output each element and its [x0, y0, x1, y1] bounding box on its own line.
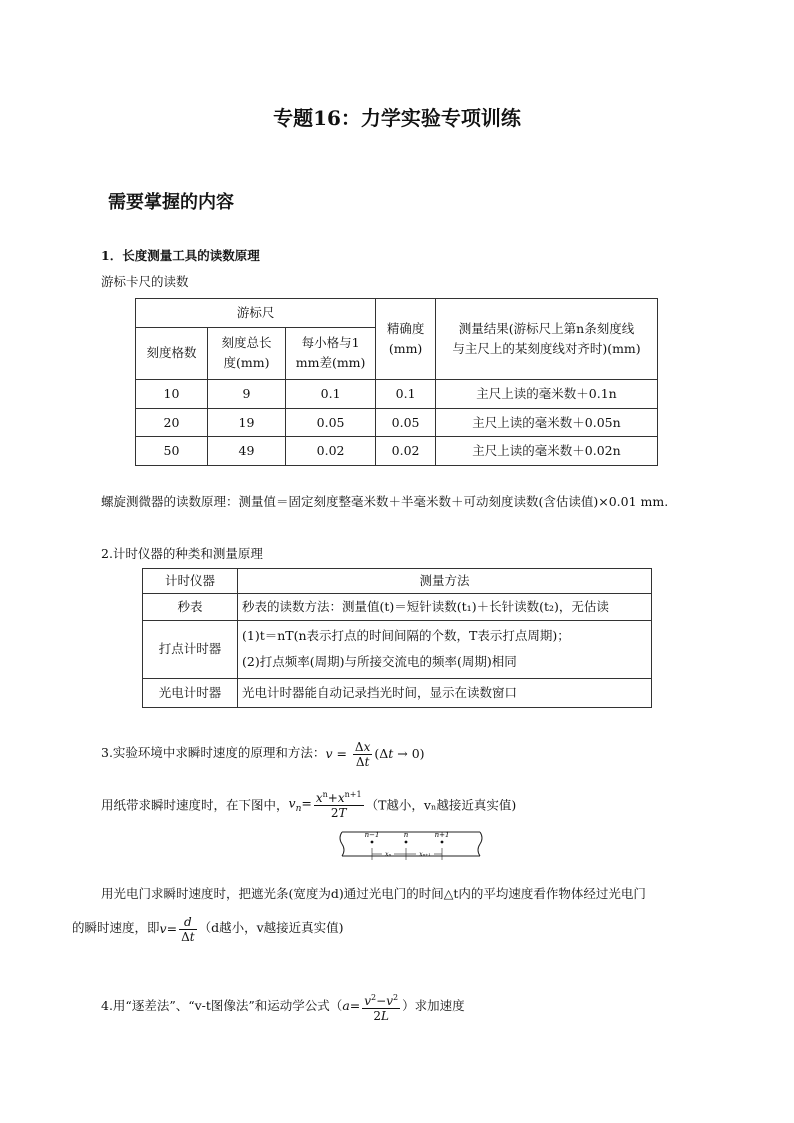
tape-label-n-minus-1: n−1 — [364, 831, 380, 839]
table-row: 打点计时器 (1)t＝nT(n表示打点的时间间隔的个数，T表示打点周期)； (2)打点频率(周期)与所接交流电的频率(周期)相同 — [143, 620, 652, 678]
col-diff-header: 每小格与1 mm差(mm) — [285, 327, 375, 380]
col-result-header: 测量结果(游标尺上第n条刻度线 与主尺上的某刻度线对齐时)(mm) — [435, 299, 657, 380]
col-total-length-header: 刻度总长 度(mm) — [207, 327, 285, 380]
timer-table — [142, 568, 652, 708]
timer-col-header: 计时仪器 — [143, 569, 238, 594]
col-scale-count-header: 刻度格数 — [136, 327, 208, 380]
s3-line3: 用光电门求瞬时速度时，把遮光条(宽度为d)通过光电门的时间△t内的平均速度看作物体经过光电门 — [101, 886, 646, 901]
vernier-table — [135, 298, 658, 466]
paper-tape-diagram — [334, 826, 486, 868]
table-row: 光电计时器 光电计时器能自动记录挡光时间，显示在读数窗口 — [143, 678, 652, 707]
tape-label-xn1: xₙ₊₁ — [419, 851, 431, 858]
s3-line4: 的瞬时速度，即v= $\frac{d}{\Delta t}$ （d越小，v越接近真实值) — [72, 914, 344, 944]
page-title: 专题16：力学实验专项训练 — [273, 106, 521, 130]
col-precision-header: 精确度 (mm) — [376, 299, 436, 380]
table-row: 20 19 0.05 0.05 主尺上读的毫米数＋0.05n — [136, 408, 658, 437]
table-row: 10 9 0.1 0.1 主尺上读的毫米数＋0.1n — [136, 380, 658, 409]
section-heading: 需要掌握的内容 — [108, 192, 234, 213]
acceleration-fraction: $\frac{v^2-v^2}{2L}$ — [364, 992, 399, 1023]
table-row: 秒表 秒表的读数方法：测量值(t)＝短针读数(t₁)＋长针读数(t₂)，无估读 — [143, 593, 652, 620]
method-col-header: 测量方法 — [238, 569, 652, 594]
photogate-velocity-fraction: $\frac{d}{\Delta t}$ — [181, 914, 195, 944]
s4-line: 4.用“逐差法”、“v-t图像法”和运动学公式（a= $\frac{v^2-v^2}{2L}$ ）求加速度 — [101, 992, 465, 1023]
micrometer-principle: 螺旋测微器的读数原理：测量值＝固定刻度整毫米数＋半毫米数＋可动刻度读数(含估读值)×0.01 mm. — [101, 494, 669, 509]
tape-velocity-fraction: $\frac{x^n+x^{n+1}}{2T}$ — [315, 790, 362, 820]
tape-label-xn: xₙ — [385, 851, 391, 858]
s1-subheading: 游标卡尺的读数 — [101, 274, 189, 289]
s1-heading: 1．长度测量工具的读数原理 — [101, 248, 260, 263]
vernier-group-header: 游标尺 — [136, 299, 376, 328]
tape-label-n: n — [403, 831, 409, 839]
s3-line1: 3.实验环境中求瞬时速度的原理和方法：v = $\frac{\Delta x}{\Delta t}$ (Δt → 0) — [101, 739, 425, 769]
table-row: 50 49 0.02 0.02 主尺上读的毫米数＋0.02n — [136, 437, 658, 466]
s3-line2: 用纸带求瞬时速度时，在下图中，$v_n=$ $\frac{x^n+x^{n+1}}{2T}$ （T越小，vₙ越接近真实值) — [101, 790, 517, 820]
tape-label-n-plus-1: n+1 — [434, 831, 450, 839]
velocity-fraction: $\frac{\Delta x}{\Delta t}$ — [354, 739, 371, 769]
s2-heading: 2.计时仪器的种类和测量原理 — [101, 546, 263, 561]
